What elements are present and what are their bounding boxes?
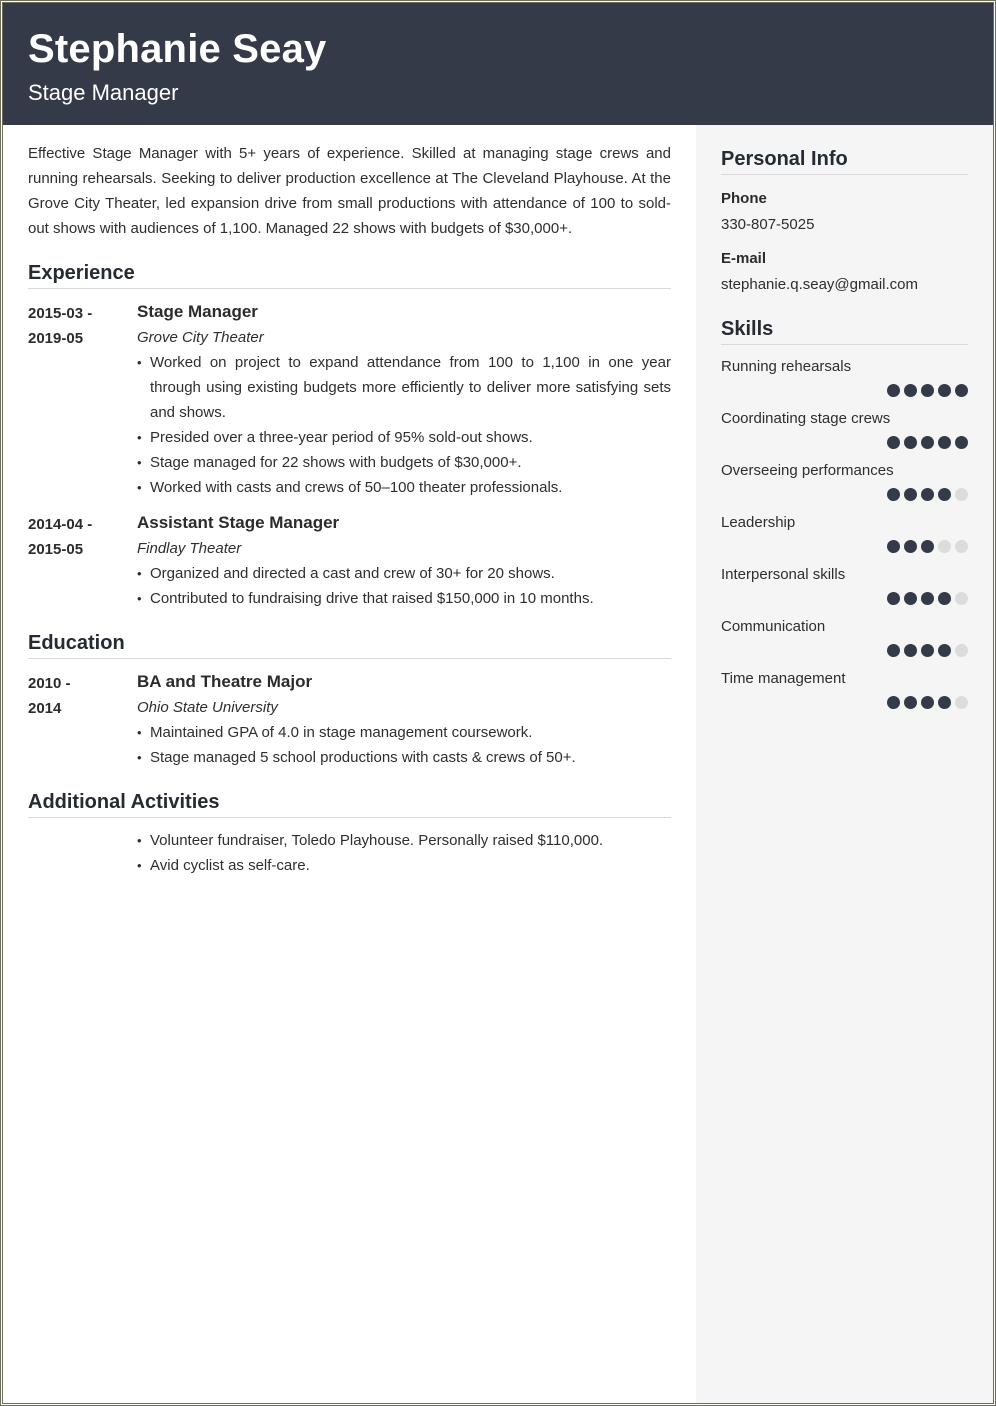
skill-item: [721, 513, 968, 553]
date-start: 2010 -: [28, 675, 71, 692]
date-end: 2019-05: [28, 330, 84, 347]
job-bullets: [137, 561, 671, 611]
skill-name: Interpersonal skills: [721, 566, 846, 583]
summary-paragraph: Effective Stage Manager with 5+ years of experience. Skilled at managing stage crews and running rehearsals. Seeking to deliver production excellence at The Cleveland Playhouse. At the Grove City Theater, led expansion drive from small productions with attendance of 100 to sold-out shows with audiences of 1,100. Managed 22 shows with budgets of $30,000+.: [28, 145, 671, 237]
education-heading: Education: [28, 631, 671, 659]
date-end: 2014: [28, 700, 62, 717]
rating-dot-filled-icon: [921, 644, 934, 657]
rating-dot-filled-icon: [904, 436, 917, 449]
candidate-title: Stage Manager: [28, 80, 179, 105]
school: Ohio State University: [137, 699, 278, 716]
activities-bullets: [28, 828, 671, 878]
entry-dates: [28, 669, 137, 770]
bullet-item: • Maintained GPA of 4.0 in stage management coursework.: [137, 720, 671, 745]
rating-dot-empty-icon: [955, 540, 968, 553]
sidebar: [696, 125, 993, 1404]
date-end: 2015-05: [28, 541, 84, 558]
education-section: [28, 631, 671, 770]
rating-dot-filled-icon: [887, 592, 900, 605]
skill-name: Time management: [721, 670, 846, 687]
rating-dot-filled-icon: [955, 436, 968, 449]
rating-dot-filled-icon: [938, 384, 951, 397]
skill-name: Communication: [721, 618, 826, 635]
rating-dot-filled-icon: [921, 592, 934, 605]
rating-dot-filled-icon: [904, 540, 917, 553]
email-label: E-mail: [721, 250, 767, 267]
rating-dot-filled-icon: [938, 488, 951, 501]
skill-name: Overseeing performances: [721, 462, 894, 479]
rating-dot-filled-icon: [921, 696, 934, 709]
rating-dot-filled-icon: [904, 592, 917, 605]
skills-heading: Skills: [721, 317, 968, 345]
job-organization: Findlay Theater: [137, 540, 242, 557]
bullet-item: • Organized and directed a cast and crew of 30+ for 20 shows.: [137, 561, 671, 586]
main-column: [28, 125, 671, 878]
education-bullets: [137, 720, 671, 770]
rating-dot-empty-icon: [955, 696, 968, 709]
skill-item: [721, 669, 968, 709]
bullet-item: • Contributed to fundraising drive that raised $150,000 in 10 months.: [137, 586, 671, 611]
rating-dot-filled-icon: [904, 384, 917, 397]
skill-item: [721, 461, 968, 501]
bullet-item: • Avid cyclist as self-care.: [137, 853, 671, 878]
resume-page: [2, 2, 994, 1404]
rating-dot-filled-icon: [887, 644, 900, 657]
rating-dot-filled-icon: [887, 696, 900, 709]
candidate-name: Stephanie Seay: [28, 27, 327, 71]
phone-label: Phone: [721, 190, 767, 207]
rating-dot-filled-icon: [904, 696, 917, 709]
education-entry: [28, 669, 671, 770]
rating-dot-filled-icon: [921, 436, 934, 449]
date-start: 2014-04 -: [28, 516, 93, 533]
rating-dot-empty-icon: [955, 644, 968, 657]
rating-dot-filled-icon: [955, 384, 968, 397]
job-role: Stage Manager: [137, 302, 258, 321]
entry-body: [137, 299, 671, 500]
rating-dot-filled-icon: [887, 436, 900, 449]
resume-header: [3, 3, 993, 125]
rating-dot-empty-icon: [955, 488, 968, 501]
rating-dot-filled-icon: [921, 384, 934, 397]
rating-dot-filled-icon: [921, 488, 934, 501]
skill-rating: [721, 644, 968, 657]
rating-dot-filled-icon: [938, 644, 951, 657]
phone-value: 330-807-5025: [721, 216, 815, 233]
skill-rating: [721, 436, 968, 449]
date-start: 2015-03 -: [28, 305, 93, 322]
job-organization: Grove City Theater: [137, 329, 264, 346]
rating-dot-filled-icon: [938, 696, 951, 709]
skill-rating: [721, 384, 968, 397]
skill-rating: [721, 540, 968, 553]
job-role: Assistant Stage Manager: [137, 513, 340, 532]
skill-item: [721, 357, 968, 397]
rating-dot-filled-icon: [938, 436, 951, 449]
rating-dot-filled-icon: [887, 540, 900, 553]
entry-dates: [28, 299, 137, 500]
bullet-item: • Stage managed for 22 shows with budgets of $30,000+.: [137, 450, 671, 475]
bullet-item: • Worked with casts and crews of 50–100 theater professionals.: [137, 475, 671, 500]
bullet-item: • Worked on project to expand attendance from 100 to 1,100 in one year through using existing budgets more efficiently to deliver more satisfying sets and shows.: [137, 350, 671, 425]
rating-dot-filled-icon: [921, 540, 934, 553]
skill-rating: [721, 488, 968, 501]
rating-dot-filled-icon: [887, 488, 900, 501]
entry-body: [137, 669, 671, 770]
skill-item: [721, 565, 968, 605]
skill-item: [721, 409, 968, 449]
degree: BA and Theatre Major: [137, 672, 313, 691]
activities-section: [28, 790, 671, 878]
skill-name: Coordinating stage crews: [721, 410, 891, 427]
rating-dot-empty-icon: [938, 540, 951, 553]
experience-entry: [28, 510, 671, 611]
bullet-item: • Stage managed 5 school productions with casts & crews of 50+.: [137, 745, 671, 770]
skill-name: Running rehearsals: [721, 358, 852, 375]
skill-rating: [721, 592, 968, 605]
experience-heading: Experience: [28, 261, 671, 289]
personal-info-heading: Personal Info: [721, 147, 968, 175]
skill-rating: [721, 696, 968, 709]
bullet-item: • Presided over a three-year period of 95% sold-out shows.: [137, 425, 671, 450]
skill-item: [721, 617, 968, 657]
skills-list: [721, 357, 968, 709]
bullet-item: • Volunteer fundraiser, Toledo Playhouse. Personally raised $110,000.: [137, 828, 671, 853]
job-bullets: [137, 350, 671, 500]
entry-body: [137, 510, 671, 611]
experience-section: [28, 261, 671, 611]
experience-entry: [28, 299, 671, 500]
rating-dot-filled-icon: [904, 488, 917, 501]
skill-name: Leadership: [721, 514, 796, 531]
email-value: stephanie.q.seay@gmail.com: [721, 276, 918, 293]
rating-dot-empty-icon: [955, 592, 968, 605]
rating-dot-filled-icon: [904, 644, 917, 657]
rating-dot-filled-icon: [887, 384, 900, 397]
rating-dot-filled-icon: [938, 592, 951, 605]
entry-dates: [28, 510, 137, 611]
activities-heading: Additional Activities: [28, 790, 671, 818]
